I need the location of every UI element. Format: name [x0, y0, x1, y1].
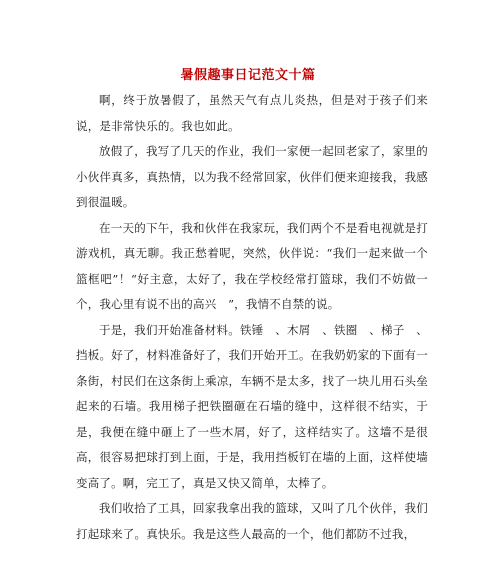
paragraph: 啊，终于放暑假了，虽然天气有点儿炎热，但是对于孩子们来说，是非常快乐的。我也如此。: [76, 93, 428, 133]
document-title: 暑假趣事日记范文十篇: [180, 68, 316, 83]
document-body: [76, 88, 428, 547]
paragraph: 在一天的下午，我和伙伴在我家玩，我们两个不是看电视就是打游戏机，真无聊。我正愁着呢，突然，伙伴说：“我们一起来做一个篮框吧”！“好主意，太好了，我在学校经常打篮球，我们不妨做一个，我心里有说不出的高兴 ”，我情不自禁的说。: [76, 220, 428, 311]
paragraph: 我们收拾了工具，回家我拿出我的篮球，又叫了几个伙伴，我们打起球来了。真快乐。我是这些人最高的一个，他们都防不过我，: [76, 501, 428, 541]
paragraph: 放假了，我写了几天的作业，我们一家便一起回老家了，家里的小伙伴真多，真热情，以为我不经常回家，伙伴们便来迎接我，我感到很温暖。: [76, 144, 428, 209]
paragraph: 于是，我们开始准备材料。铁锤 、木屑 、铁圈 、梯子 、挡板。好了，材料准备好了，我们开始开工。在我奶奶家的下面有一条街，村民们在这条街上乘凉，车辆不是太多，找了一块儿用石头垒起来的石墙。我用梯子把铁圈砸在石墙的缝中，这样很不结实，于是，我便在缝中砸上了一些木屑，好了，这样结实了。这墙不是很高，很容易把球打到上面，于是，我用挡板钉在墙的上面，这样使墙变高了。啊，完工了，真是又快又简单，太棒了。: [76, 322, 428, 490]
